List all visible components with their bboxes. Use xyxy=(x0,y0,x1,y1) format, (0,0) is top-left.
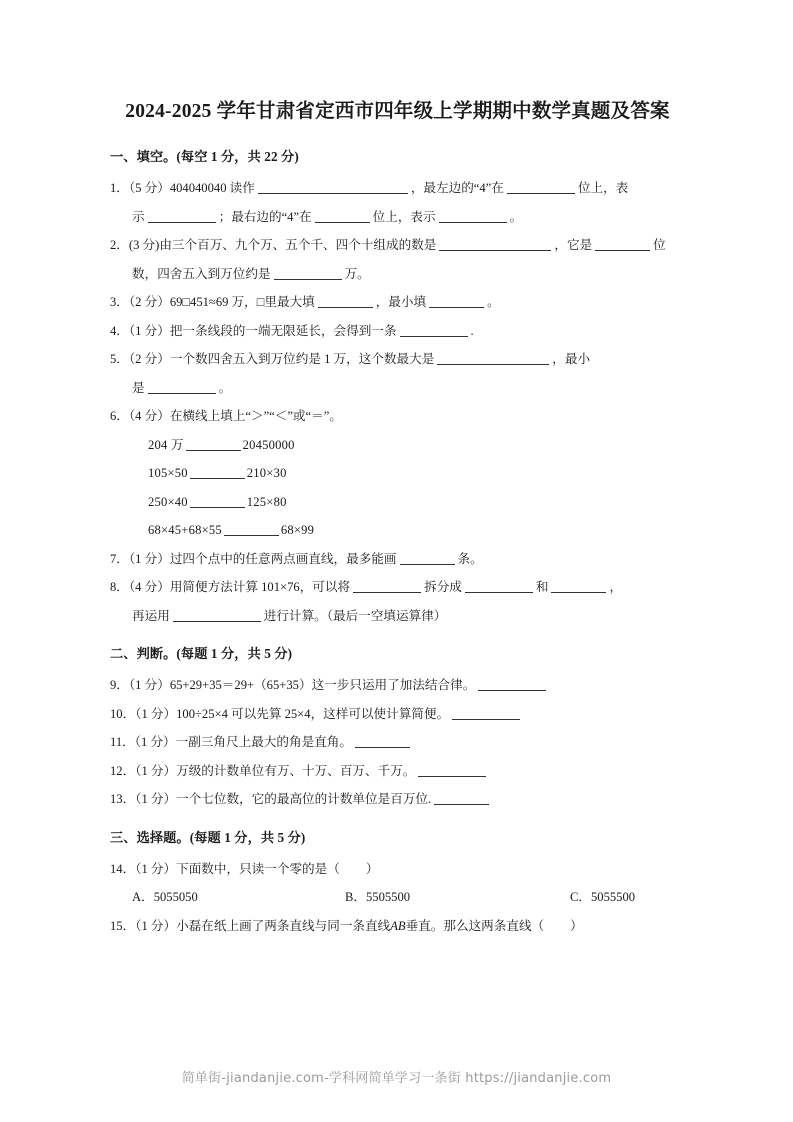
answer-blank[interactable] xyxy=(439,209,507,223)
option-b[interactable]: B．5505500 xyxy=(345,890,411,904)
question-1-text-b: ，最左边的“4”在 xyxy=(410,181,504,195)
question-11 xyxy=(110,728,685,757)
question-2 xyxy=(110,231,685,288)
question-14 xyxy=(110,855,685,884)
question-3-text-a: 3．（2 分）69□451≈69 万，□里最大填 xyxy=(110,295,315,309)
question-9-text-a: 9．（1 分）65+29+35＝29+（65+35）这一步只运用了加法结合律。 xyxy=(110,678,476,692)
answer-blank[interactable] xyxy=(551,579,606,593)
answer-blank[interactable] xyxy=(400,323,468,337)
question-7-line-1 xyxy=(110,545,685,574)
comparison-left: 250×40 xyxy=(148,494,188,509)
question-4-text-a: 4．（1 分）把一条线段的一端无限延长，会得到一条 xyxy=(110,323,397,338)
question-12 xyxy=(110,757,685,786)
answer-blank[interactable] xyxy=(318,294,373,308)
question-10 xyxy=(110,700,685,729)
question-12-text-a: 12．（1 分）万级的计数单位有万、十万、百万、千万。 xyxy=(110,763,416,778)
question-2-text-b: ，它是 xyxy=(554,238,593,252)
question-5-text-b: ，最小 xyxy=(552,352,591,366)
comparison-list xyxy=(110,431,685,545)
question-8-text-a: 8．（4 分）用简便方法计算 101×76，可以将 xyxy=(110,580,351,594)
answer-blank[interactable] xyxy=(429,294,484,308)
question-1-text-c: 位上，表 xyxy=(577,181,629,195)
answer-blank[interactable] xyxy=(148,209,216,223)
question-5-text-c: 是 xyxy=(132,380,145,395)
question-1-line-2 xyxy=(110,203,685,232)
question-3 xyxy=(110,288,685,317)
answer-blank[interactable] xyxy=(224,522,279,536)
question-15-line-1 xyxy=(110,912,685,941)
question-9-line-1 xyxy=(110,671,685,700)
question-4-line-1 xyxy=(110,317,685,346)
question-14-line-1 xyxy=(110,855,685,884)
question-1-text-e: ；最右边的“4”在 xyxy=(218,209,312,224)
answer-blank[interactable] xyxy=(353,579,421,593)
answer-blank[interactable] xyxy=(148,380,216,394)
question-3-line-1 xyxy=(110,288,685,317)
document-content xyxy=(110,95,685,940)
comparison-row xyxy=(110,516,685,545)
question-13 xyxy=(110,785,685,814)
question-10-text-a: 10．（1 分）100÷25×4 可以先算 25×4，这样可以使计算简便。 xyxy=(110,706,450,721)
question-8-line-1 xyxy=(110,573,685,602)
footer-watermark: 简单街-jiandanjie.com-学科网简单学习一条街 https://jiandanjie.com xyxy=(181,1071,612,1086)
question-5-text-d: 。 xyxy=(218,380,232,395)
question-1-text-a: 1．（5 分）404040040 读作 xyxy=(110,181,255,195)
question-8-text-e: 再运用 xyxy=(132,608,170,623)
answer-blank[interactable] xyxy=(190,465,245,479)
question-5-text-a: 5．（2 分）一个数四舍五入到万位约是 1 万，这个数最大是 xyxy=(110,352,435,366)
question-3-text-b: ，最小填 xyxy=(375,295,427,309)
question-6-line-1 xyxy=(110,402,685,431)
question-8-line-2 xyxy=(110,602,685,631)
comparison-right: 20450000 xyxy=(242,437,295,452)
question-8-text-b: 拆分成 xyxy=(424,580,462,594)
answer-blank[interactable] xyxy=(465,579,533,593)
option-a[interactable]: A．5055050 xyxy=(132,890,198,904)
question-11-text-a: 11．（1 分）一副三角尺上最大的角是直角。 xyxy=(110,735,352,749)
question-1-line-1 xyxy=(110,174,685,203)
comparison-row xyxy=(110,459,685,488)
comparison-row xyxy=(110,488,685,517)
answer-blank[interactable] xyxy=(173,608,261,622)
section-heading-true-false: 二、判断。(每题 1 分，共 5 分) xyxy=(110,646,293,661)
answer-blank[interactable] xyxy=(437,351,549,365)
answer-blank[interactable] xyxy=(452,706,520,720)
answer-blank[interactable] xyxy=(595,237,650,251)
question-12-line-1 xyxy=(110,757,685,786)
question-3-text-c: 。 xyxy=(487,295,500,309)
answer-blank[interactable] xyxy=(418,763,486,777)
question-1 xyxy=(110,174,685,231)
question-7 xyxy=(110,545,685,574)
question-15-text-b: 垂直。那么这两条直线（ xyxy=(405,918,545,933)
question-2-text-d: 数，四舍五入到万位约是 xyxy=(132,266,271,281)
question-15-text-a: 15．（1 分）小磊在纸上画了两条直线与同一条直线 xyxy=(110,918,391,933)
comparison-left: 105×50 xyxy=(148,466,188,480)
comparison-right: 125×80 xyxy=(246,494,287,509)
answer-blank[interactable] xyxy=(439,237,551,251)
question-2-text-e: 万。 xyxy=(344,266,370,281)
answer-blank[interactable] xyxy=(507,180,575,194)
question-14-text-b: ） xyxy=(365,861,379,876)
question-2-text-a: 2．(3 分)由三个百万、九个万、五个千、四个十组成的数是 xyxy=(110,238,437,252)
answer-blank[interactable] xyxy=(186,437,241,451)
question-5-line-1 xyxy=(110,345,685,374)
question-15-line-label: AB xyxy=(390,918,406,933)
question-1-text-g: 。 xyxy=(509,209,523,224)
answer-blank[interactable] xyxy=(478,677,546,691)
answer-blank[interactable] xyxy=(315,209,370,223)
question-9 xyxy=(110,671,685,700)
question-8 xyxy=(110,573,685,630)
question-7-text-a: 7．（1 分）过四个点中的任意两点画直线，最多能画 xyxy=(110,551,397,566)
question-6-text-a: 6．（4 分）在横线上填上“＞”“＜”或“＝”。 xyxy=(110,409,342,423)
question-2-line-1 xyxy=(110,231,685,260)
question-14-options xyxy=(110,883,685,912)
question-4 xyxy=(110,317,685,346)
question-7-text-b: 条。 xyxy=(457,551,483,566)
question-11-line-1 xyxy=(110,728,685,757)
comparison-right: 210×30 xyxy=(246,466,287,480)
comparison-left: 204 万 xyxy=(148,437,184,452)
question-13-text-a: 13．（1 分）一个七位数，它的最高位的计数单位是百万位. xyxy=(110,792,432,806)
comparison-left: 68×45+68×55 xyxy=(148,523,222,537)
option-c[interactable]: C．5055500 xyxy=(570,890,636,904)
question-5-line-2 xyxy=(110,374,685,403)
question-6 xyxy=(110,402,685,431)
question-15-text-c: ） xyxy=(570,918,583,933)
question-14-text-a: 14．（1 分）下面数中，只读一个零的是（ xyxy=(110,861,340,876)
question-8-text-d: ， xyxy=(609,580,623,594)
answer-blank[interactable] xyxy=(190,494,245,508)
answer-blank[interactable] xyxy=(274,266,342,280)
answer-blank[interactable] xyxy=(400,551,455,565)
question-8-text-c: 和 xyxy=(535,580,549,594)
question-10-line-1 xyxy=(110,700,685,729)
section-heading-fill-in-blank: 一、填空。(每空 1 分，共 22 分) xyxy=(110,149,299,164)
question-5 xyxy=(110,345,685,402)
section-heading-multiple-choice: 三、选择题。(每题 1 分，共 5 分) xyxy=(110,829,306,845)
question-13-line-1 xyxy=(110,785,685,814)
question-1-text-f: 位上，表示 xyxy=(372,209,436,224)
answer-blank[interactable] xyxy=(434,791,489,805)
question-2-text-c: 位 xyxy=(653,238,666,252)
comparison-right: 68×99 xyxy=(280,523,315,537)
question-4-text-b: . xyxy=(470,323,474,338)
question-15 xyxy=(110,912,685,941)
question-8-text-f: 进行计算。（最后一空填运算律） xyxy=(263,608,447,623)
comparison-row xyxy=(110,431,685,460)
answer-blank[interactable] xyxy=(355,734,410,748)
question-2-line-2 xyxy=(110,260,685,289)
answer-blank[interactable] xyxy=(258,180,408,194)
question-1-text-d: 示 xyxy=(132,209,145,224)
page-title: 2024-2025 学年甘肃省定西市四年级上学期期中数学真题及答案 xyxy=(125,101,670,122)
